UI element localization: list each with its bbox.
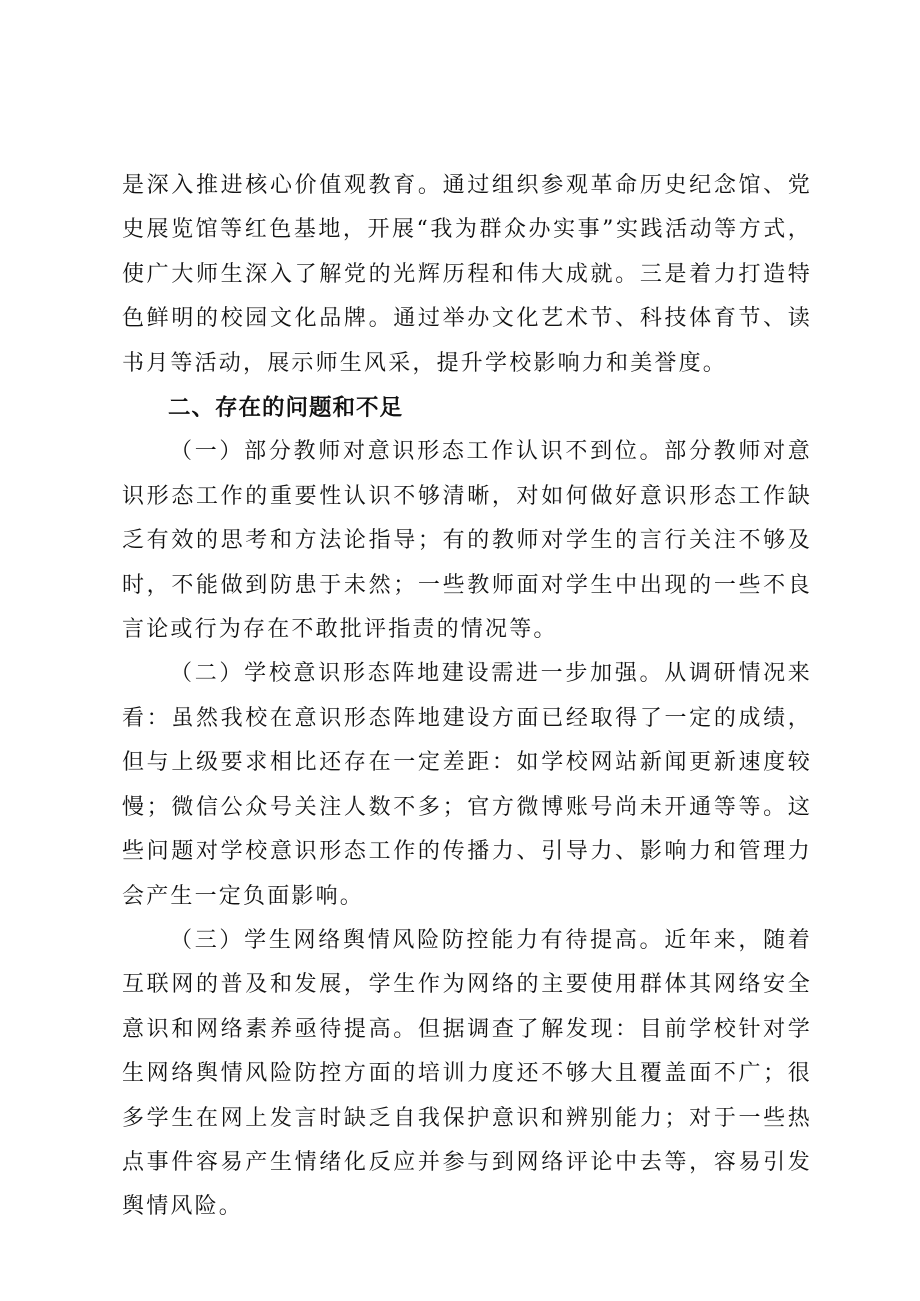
paragraph-issue-2: （二）学校意识形态阵地建设需进一步加强。从调研情况来看：虽然我校在意识形态阵地建设方面已经取得了一定的成绩，但与上级要求相比还存在一定差距：如学校网站新闻更新速度较慢；微信公众号关注人数不多；官方微博账号尚未开通等等。这些问题对学校意识形态工作的传播力、引导力、影响力和管理力会产生一定负面影响。 <box>122 661 812 909</box>
paragraph-issue-1: （一）部分教师对意识形态工作认识不到位。部分教师对意识形态工作的重要性认识不够清晰，对如何做好意识形态工作缺乏有效的思考和方法论指导；有的教师对学生的言行关注不够及时，不能做到防患于未然；一些教师面对学生中出现的一些不良言论或行为存在不敢批评指责的情况等。 <box>122 439 812 643</box>
paragraph-continuation: 是深入推进核心价值观教育。通过组织参观革命历史纪念馆、党史展览馆等红色基地，开展“我为群众办实事”实践活动等方式，使广大师生深入了解党的光辉历程和伟大成就。三是着力打造特色鲜明的校园文化品牌。通过举办文化艺术节、科技体育节、读书月等活动，展示师生风采，提升学校影响力和美誉度。 <box>122 173 812 376</box>
section-heading: 二、存在的问题和不足 <box>168 395 404 422</box>
document-body <box>122 164 812 1230</box>
paragraph-issue-3: （三）学生网络舆情风险防控能力有待提高。近年来，随着互联网的普及和发展，学生作为网络的主要使用群体其网络安全意识和网络素养亟待提高。但据调查了解发现：目前学校针对学生网络舆情风险防控方面的培训力度还不够大且覆盖面不广；很多学生在网上发言时缺乏自我保护意识和辨别能力；对于一些热点事件容易产生情绪化反应并参与到网络评论中去等，容易引发舆情风险。 <box>122 927 812 1220</box>
